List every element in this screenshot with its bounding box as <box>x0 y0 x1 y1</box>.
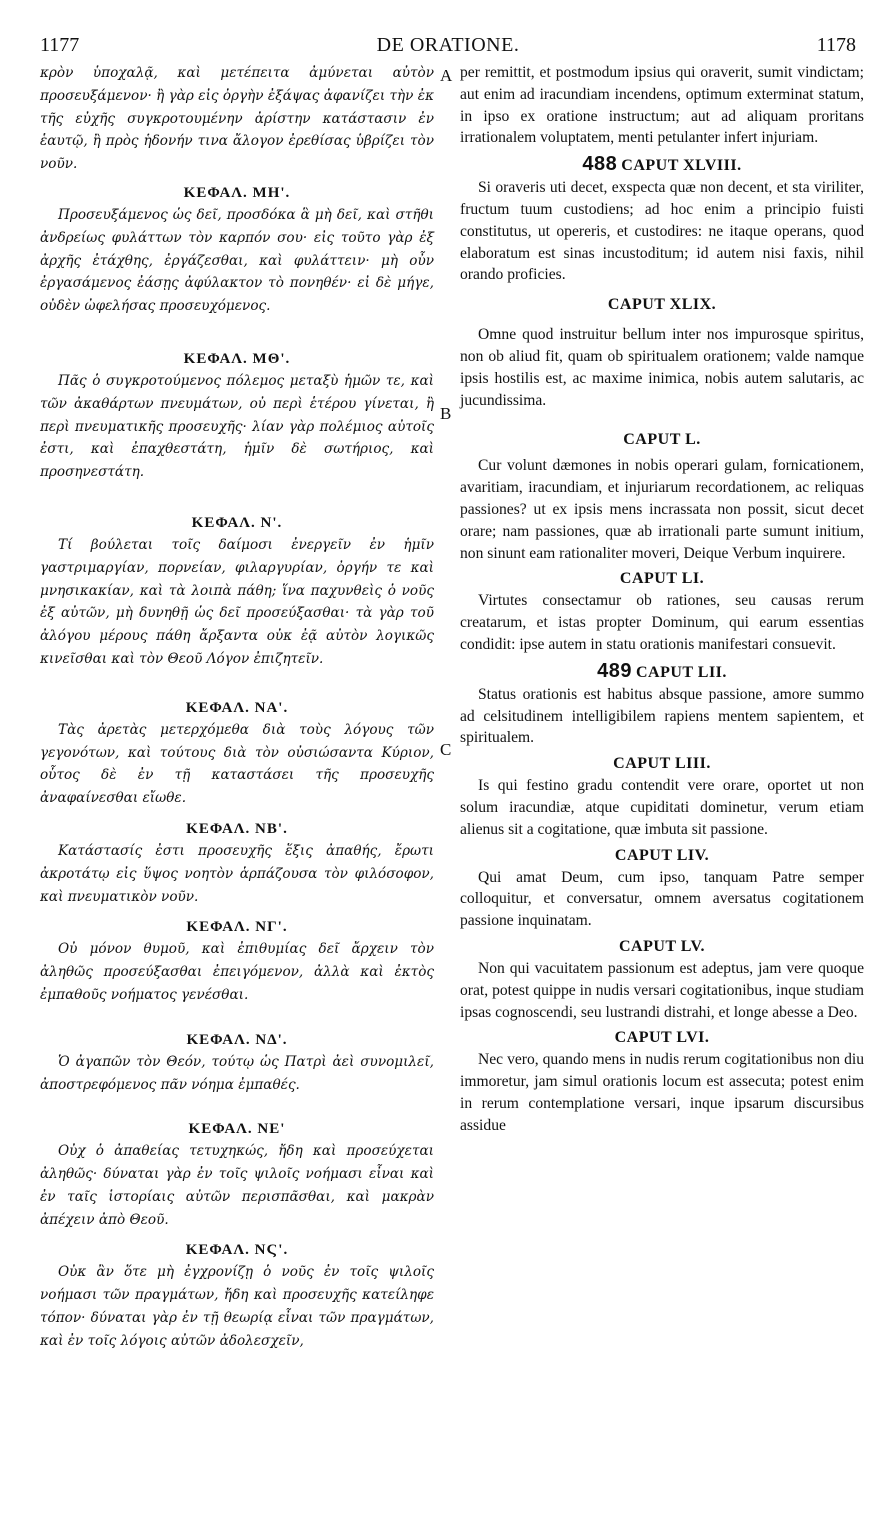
latin-heading-50: CAPUT L. <box>623 431 701 449</box>
page-header <box>40 34 856 60</box>
latin-heading-56: CAPUT LVI. <box>614 1029 710 1047</box>
latin-heading-49: CAPUT XLIX. <box>607 296 717 314</box>
column-number-489: 489 <box>597 659 632 682</box>
greek-text-49: Πᾶς ὁ συγκροτούμενος πόλεμος μεταξὺ ἡμῶν τε, καὶ τῶν ἀκαθάρτων πνευμάτων, οὐ περὶ ἑτέρου γίνεται, ἢ περὶ πνευματικῆς προσευχῆς· λίαν γὰρ πολέμιος αὐτοῖς ἐστι, καὶ ἐπαχθεστάτη, ἡμῖν δὲ σωτήριος, καὶ προσηνεστάτη. <box>40 372 434 481</box>
latin-heading-48-label: CAPUT XLVIII. <box>621 157 742 175</box>
page-number-left: 1177 <box>40 34 80 56</box>
latin-column <box>460 62 864 1136</box>
greek-text-56: Οὐκ ἂν ὅτε μὴ ἐγχρονίζῃ ὁ νοῦς ἐν τοῖς ψιλοῖς νοήμασι τῶν πραγμάτων, ἤδη καὶ προσευχῆς κατείληφε τόπον· δύναται γὰρ ἐν τῇ θεωρίᾳ εἶναι τῶν πραγμάτων, καὶ ἐν τοῖς λόγοις αὐτῶν ἀδολεσχεῖν, <box>40 1264 434 1349</box>
page-number-right: 1178 <box>816 34 856 56</box>
latin-text-55: Non qui vacuitatem passionum est adeptus, jam vere quoque orat, potest quippe in nudis versari cogitationibus, inque studiam ipsas cognoscendi, seu lustrandi distrahi, et longe abesse a Deo. <box>460 959 864 1021</box>
latin-text-52: Status orationis est habitus absque passione, amore summo ad celsitudinem intelligibilem rapiens mentem sapientem, et spiritualem. <box>460 685 864 747</box>
latin-text-54: Qui amat Deum, cum ipso, tanquam Patre semper colloquitur, et conversatur, omnem aversatus cogitationem passione inquinatam. <box>460 868 864 930</box>
margin-marker-c: C <box>440 740 452 759</box>
running-title: DE ORATIONE. <box>376 34 520 56</box>
greek-heading-56: ΚΕΦΑΛ. ΝϚ'. <box>185 1242 289 1259</box>
greek-text-50: Τί βούλεται τοῖς δαίμοσι ἐνεργεῖν ἐν ἡμῖν γαστριμαργίαν, πορνείαν, φιλαργυρίαν, ὀργήν τε καὶ μνησικακίαν, καὶ τὰ λοιπὰ πάθη; ἵνα παχυνθεὶς ὁ νοῦς ἐξ αὐτῶν, μὴ δυνηθῇ ὡς δεῖ προσεύξασθαι· τὰ γὰρ τοῦ ἀλόγου μέρους πάθη ἄρξαντα οὐκ ἐᾷ αὐτὸν λογικῶς κινεῖσθαι καὶ τὸν Θεοῦ Λόγον ἐπιζητεῖν. <box>40 536 434 667</box>
latin-heading-51: CAPUT LI. <box>619 570 705 588</box>
greek-intro: κρὸν ὑποχαλᾷ, καὶ μετέπειτα ἀμύνεται αὐτὸν προσευξάμενον· ἢ γὰρ εἰς ὀργὴν ἐξάψας ἀφανίζει τὴν ἐκ τῆς εὐχῆς συγκροτουμένην ἀρίστην κατάστασιν ἐν ἑαυτῷ, ἢ πρὸς ἡδονήν τινα ἄλογον ἐρεθίσας ὑβρίζει τὸν νοῦν. <box>40 65 434 173</box>
greek-text-48: Προσευξάμενος ὡς δεῖ, προσδόκα ἃ μὴ δεῖ, καὶ στῆθι ἀνδρείως φυλάττων τὸν καρπόν σου· εἰς τοῦτο γὰρ ἐξ ἀρχῆς ἐτάχθης, ἐργάζεσθαι, καὶ φυλάττειν· μὴ οὖν ἐργασάμενος ἐάσῃς ἀφύλακτον τὸ πονηθέν· εἰ δὲ μήγε, οὐδὲν ὠφελήσας προσευχόμενος. <box>40 206 434 315</box>
greek-heading-52: ΚΕΦΑΛ. ΝΒ'. <box>186 820 288 837</box>
greek-text-55: Οὐχ ὁ ἀπαθείας τετυχηκώς, ἤδη καὶ προσεύχεται ἀληθῶς· δύναται γὰρ ἐν τοῖς ψιλοῖς νοήμασι εἶναι καὶ ἐν ταῖς ἱστορίαις αὐτῶν περισπᾶσθαι, καὶ μακρὰν ἀπέχειν ἀπὸ Θεοῦ. <box>40 1143 434 1228</box>
greek-column <box>40 62 434 1353</box>
latin-heading-53: CAPUT LIII. <box>613 755 711 773</box>
greek-heading-53: ΚΕΦΑΛ. ΝΓ'. <box>186 919 288 936</box>
latin-heading-55: CAPUT LV. <box>618 937 705 955</box>
greek-heading-54: ΚΕΦΑΛ. ΝΔ'. <box>186 1031 288 1048</box>
greek-heading-49: ΚΕΦΑΛ. ΜΘ'. <box>183 350 291 367</box>
latin-text-53: Is qui festino gradu contendit vere orare, oportet ut non solum iracundiæ, atque cupiditati dominetur, verum etiam alienus sit a cogitatione, quæ imbuta sit passione. <box>460 777 864 838</box>
latin-text-48: Si oraveris uti decet, exspecta quæ non decent, et sta viriliter, fructum tuum custodiens; ad hoc enim a principio fuisti constitutus, ut opereris, et custodires: ne itaque operans, quod elaboratum est sinas incustoditum; id autem nisi faxis, nihil orando proficies. <box>460 179 864 284</box>
latin-text-49: Omne quod instruitur bellum inter nos impurosque spiritus, non ob aliud fit, quam ob spiritualem orationem; valde namque ipsis hostilis est, ac maxime inimica, nobis autem salutaris, ac jucundissima. <box>460 326 864 409</box>
latin-heading-54: CAPUT LIV. <box>614 846 710 864</box>
greek-heading-48: ΚΕΦΑΛ. ΜΗ'. <box>183 184 291 201</box>
greek-text-52: Κατάστασίς ἐστι προσευχῆς ἕξις ἀπαθής, ἔρωτι ἀκροτάτῳ εἰς ὕψος νοητὸν ἁρπάζουσα τὸν φιλόσοφον, καὶ πνευματικὸν νοῦν. <box>40 842 434 905</box>
margin-marker-b: B <box>440 404 452 423</box>
latin-text-51: Virtutes consectamur ob rationes, seu causas rerum creatarum, et istas propter Dominum, qui earum essentias condidit: ipse autem in statu orationis manifestari consuevit. <box>460 592 864 653</box>
greek-heading-55: ΚΕΦΑΛ. ΝΕ' <box>188 1121 286 1138</box>
latin-text-50: Cur volunt dæmones in nobis operari gulam, fornicationem, avaritiam, iracundiam, et injuriarum recordationem, ac reliquas passiones? ut ex ipsis mens incrassata non possit, sicut decet orare; nam passiones, quæ ab irrationali parte sumunt initium, non sinunt eam rationaliter moveri, Deique Verbum inquirere. <box>460 457 864 562</box>
latin-heading-52-label: CAPUT LII. <box>635 663 727 681</box>
greek-heading-50: ΚΕΦΑΛ. Ν'. <box>191 514 283 531</box>
greek-text-51: Τὰς ἀρετὰς μετερχόμεθα διὰ τοὺς λόγους τῶν γεγονότων, καὶ τούτους διὰ τὸν οὐσιώσαντα Κύριον, οὗτος δὲ ἐν τῇ καταστάσει τῆς προσευχῆς ἀναφαίνεσθαι εἴωθε. <box>40 721 434 807</box>
latin-intro: per remittit, et postmodum ipsius qui oraverit, sumit vindictam; aut enim ad iracundiam incendens, optimum exterminat statum, in ipso ex oratione instructum; aut ad aliquam proritans irrationalem voluptatem, menti petulanter infert injuriam. <box>460 64 864 147</box>
latin-heading-52 <box>460 660 864 684</box>
margin-marker-a: A <box>440 66 453 85</box>
greek-text-54: Ὁ ἀγαπῶν τὸν Θεόν, τούτῳ ὡς Πατρὶ ἀεὶ συνομιλεῖ, ἀποστρεφόμενος πᾶν νόημα ἐμπαθές. <box>40 1053 434 1093</box>
greek-heading-51: ΚΕΦΑΛ. ΝΑ'. <box>185 699 289 716</box>
column-number-488: 488 <box>582 153 618 176</box>
latin-heading-48 <box>460 153 864 177</box>
greek-text-53: Οὐ μόνον θυμοῦ, καὶ ἐπιθυμίας δεῖ ἄρχειν τὸν ἀληθῶς προσεύξασθαι ἐπειγόμενον, ἀλλὰ καὶ ἐκτὸς ἐμπαθοῦς νοήματος γενέσθαι. <box>40 941 434 1003</box>
latin-text-56: Nec vero, quando mens in nudis rerum cogitationibus non diu immoretur, jam simul orationis locum est assecuta; potest enim in rerum contemplatione versari, inque ipsarum discursibus assidue <box>460 1051 864 1134</box>
